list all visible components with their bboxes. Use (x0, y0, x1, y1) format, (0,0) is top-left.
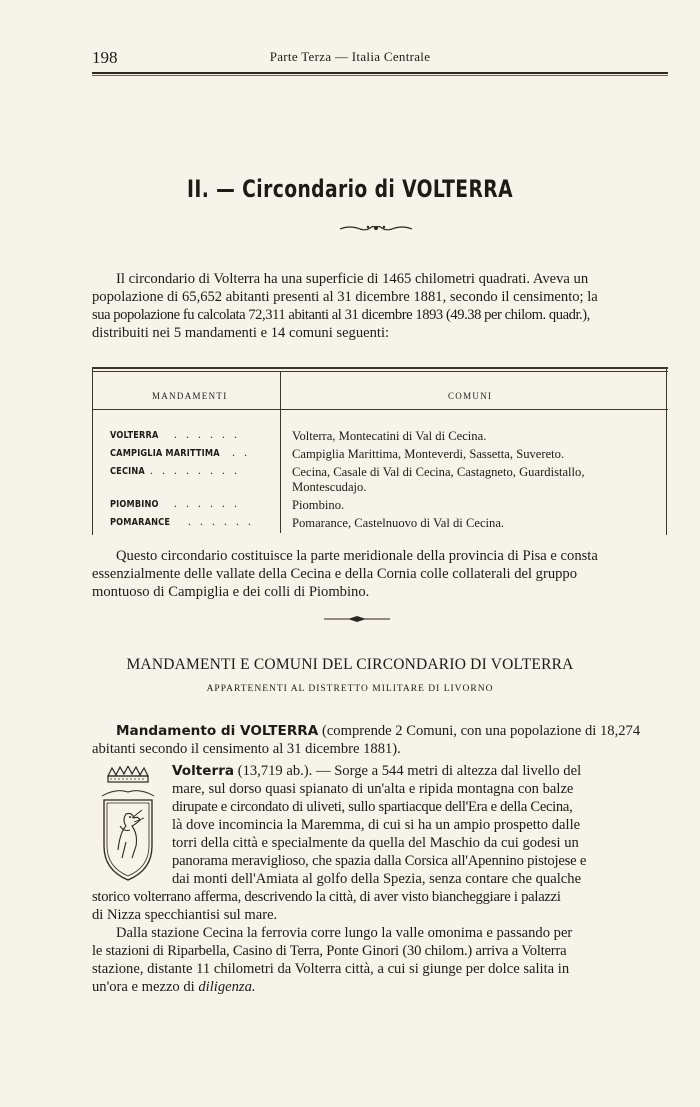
volterra-line-5: torri della città e specialmente da quella del Maschio da cui godesi un (172, 835, 579, 851)
volterra-line-1-text: (13,719 ab.). — Sorge a 544 metri di altezza dal livello del (234, 763, 582, 779)
intro-line-2: popolazione di 65,652 abitanti presenti al 31 dicembre 1881, secondo il censimento; la (92, 289, 598, 305)
leader-dots: . . . . . . . . (150, 463, 240, 477)
volterra-coat-of-arms-icon (96, 766, 160, 886)
chapter-title: II. — Circondario di VOLTERRA (187, 175, 513, 203)
comuni-volterra: Volterra, Montecatini di Val di Cecina. (292, 429, 487, 443)
volterra-line-6: panorama meraviglioso, che spazia dalla Corsica all'Apennino pistojese e (172, 853, 587, 869)
intro-line-1: Il circondario di Volterra ha una superficie di 1465 chilometri quadrati. Aveva un (116, 271, 589, 287)
section-separator-icon (322, 615, 392, 623)
mandamento-campiglia: CAMPIGLIA MARITTIMA (110, 448, 220, 459)
header-mandamenti: MANDAMENTI (152, 391, 228, 401)
volterra-line-7: dai monti dell'Amiata al golfo della Spezia, senza contare che qualche (172, 871, 582, 887)
comuni-campiglia: Campiglia Marittima, Monteverdi, Sassetta, Suvereto. (292, 447, 565, 461)
station-line-3: stazione, distante 11 chilometri da Volterra città, a cui si giunge per dolce salita in (92, 961, 570, 977)
section-heading: MANDAMENTI E COMUNI DEL CIRCONDARIO DI VOLTERRA (126, 656, 574, 673)
volterra-line-9: di Nizza specchiantisi sul mare. (92, 907, 278, 923)
description-line-3: montuoso di Campiglia e dei colli di Piombino. (92, 584, 370, 600)
header-rule (92, 72, 668, 74)
comuni-cecina: Cecina, Casale di Val di Cecina, Castagneto, Guardistallo, Montescudajo. (292, 465, 585, 494)
comuni-piombino: Piombino. (292, 498, 345, 512)
mandamento-piombino: PIOMBINO (110, 499, 159, 510)
volterra-line-4: là dove incomincia la Maremma, di cui si ha un ampio prospetto dalle (172, 817, 581, 833)
leader-dots: . . (232, 445, 250, 459)
leader-dots: . . . . . . (174, 496, 240, 510)
section-subheading: APPARTENENTI AL DISTRETTO MILITARE DI LIVORNO (206, 684, 494, 694)
volterra-line-2: mare, sul dorso quasi spianato di un'alta e ripida montagna con balze (172, 781, 574, 797)
station-line-4 (92, 978, 668, 996)
mandamento-cecina: CECINA (110, 466, 145, 477)
table-top-rule (92, 367, 668, 369)
volterra-line-1 (172, 762, 668, 780)
mandamento-pomarance: POMARANCE (110, 517, 171, 528)
volterra-line-8: storico volterrano afferma, descrivendo la città, di aver visto biancheggiare i palazzi (92, 889, 561, 905)
volterra-name: Volterra (172, 763, 235, 779)
table-header-rule (92, 409, 668, 410)
table-top-rule-thin (92, 371, 668, 372)
mandamento-line-1-text: (comprende 2 Comuni, con una popolazione di 18,274 (318, 723, 641, 739)
header-rule-thin (92, 75, 668, 76)
station-line-4-text: un'ora e mezzo di (92, 979, 199, 995)
leader-dots: . . . . . . (174, 427, 240, 441)
description-line-2: essenzialmente delle vallate della Cecina e della Cornia colle collaterali del gruppo (92, 566, 578, 582)
comuni-pomarance: Pomarance, Castelnuovo di Val di Cecina. (292, 516, 505, 530)
mandamento-line-1 (92, 722, 668, 740)
table-column-divider (280, 371, 281, 533)
diligenza-italic: diligenza. (198, 979, 256, 995)
header-comuni: COMUNI (448, 391, 493, 401)
mandamento-volterra: VOLTERRA (110, 430, 159, 441)
leader-dots: . . . . . . (188, 514, 254, 528)
description-line-1: Questo circondario costituisce la parte meridionale della provincia di Pisa e consta (116, 548, 598, 564)
table-left-border (92, 367, 93, 535)
station-line-2: le stazioni di Riparbella, Casino di Terra, Ponte Ginori (30 chilom.) arriva a Volterra (92, 943, 567, 959)
table-right-border (666, 367, 667, 535)
volterra-line-3: dirupate e circondato di uliveti, sullo spartiacque dell'Era e della Cecina, (172, 799, 573, 815)
page-number: 198 (92, 48, 118, 67)
station-line-1: Dalla stazione Cecina la ferrovia corre lungo la valle omonima e passando per (116, 925, 573, 941)
mandamento-line-2: abitanti secondo il censimento al 31 dicembre 1881). (92, 741, 401, 757)
running-title: Parte Terza — Italia Centrale (269, 49, 431, 64)
mandamenti-table (92, 367, 668, 535)
mandamento-name: Mandamento di VOLTERRA (116, 723, 319, 739)
intro-line-4: distribuiti nei 5 mandamenti e 14 comuni seguenti: (92, 325, 390, 341)
intro-line-3: sua popolazione fu calcolata 72,311 abitanti al 31 dicembre 1893 (49.38 per chilom. quadr.), (92, 307, 590, 323)
fleuron-ornament-icon (338, 222, 414, 234)
